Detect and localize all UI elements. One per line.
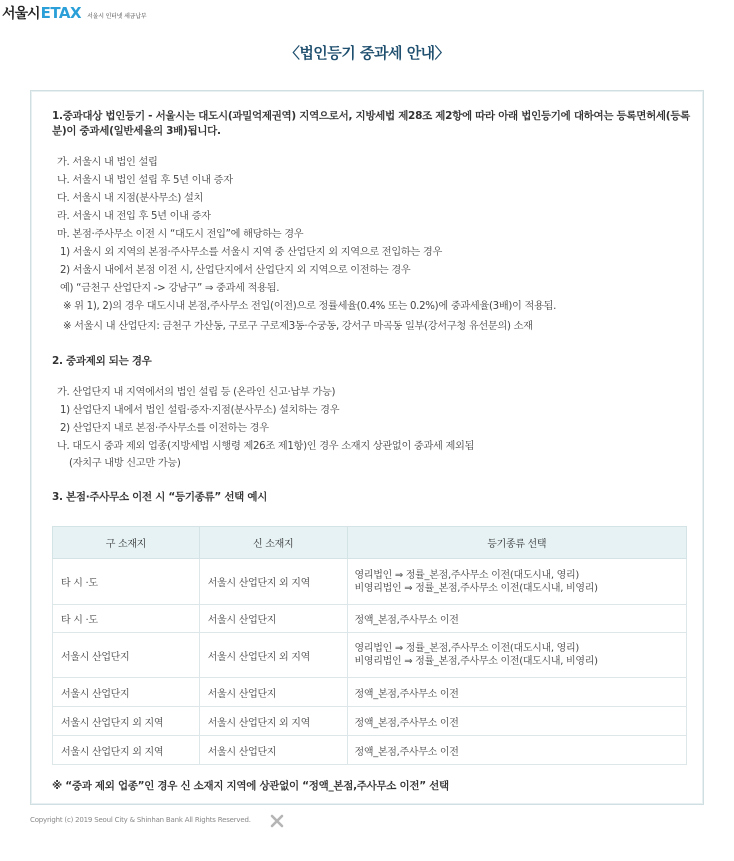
new-location-cell: 서울시 산업단지 외 지역	[199, 707, 347, 736]
list-item: ※ 서울시 내 산업단지: 금천구 가산동, 구로구 구로제3동·수궁동, 강서구 마곡동 일부(강서구청 유선문의) 소재	[63, 321, 533, 332]
section3-title: 3. 본점·주사무소 이전 시 “등기종류” 선택 예시	[52, 491, 268, 503]
registration-type-nonprofit: 비영리법인 ⇒ 정률_본점,주사무소 이전(대도시내, 비영리)	[354, 656, 598, 667]
new-location-cell: 서울시 산업단지 외 지역	[199, 559, 347, 605]
old-location-cell: 서울시 산업단지 외 지역	[53, 736, 200, 765]
logo-etax-text: ETAX	[40, 4, 82, 22]
logo-seoul-text: 서울시	[2, 6, 40, 22]
registration-type-cell	[347, 633, 686, 678]
table-row	[53, 605, 687, 633]
old-location-cell: 서울시 산업단지	[53, 633, 200, 678]
copyright-text: Copyright (c) 2019 Seoul City & Shinhan Bank All Rights Reserved.	[30, 816, 251, 824]
registration-type-cell	[347, 559, 686, 605]
list-item: (자치구 내방 신고만 가능)	[69, 458, 181, 469]
list-item: ※ 위 1), 2)의 경우 대도시내 본점,주사무소 전입(이전)으로 정률세율(0.4% 또는 0.2%)에 중과세율(3배)이 적용됨.	[63, 301, 557, 312]
list-item: 나. 서울시 내 법인 설립 후 5년 이내 증자	[57, 175, 233, 186]
column-header-new-location: 신 소재지	[199, 527, 347, 559]
registration-type-cell: 정액_본점,주사무소 이전	[347, 678, 686, 707]
list-item: 다. 서울시 내 지점(분사무소) 설치	[57, 193, 204, 204]
list-item: 가. 산업단지 내 지역에서의 법인 설립 등 (온라인 신고·납부 가능)	[57, 387, 336, 398]
new-location-cell: 서울시 산업단지	[199, 736, 347, 765]
registration-type-cell: 정액_본점,주사무소 이전	[347, 605, 686, 633]
list-item: 예) “금천구 산업단지 -> 강남구” ⇒ 중과세 적용됨.	[60, 283, 280, 294]
registration-type-nonprofit: 비영리법인 ⇒ 정률_본점,주사무소 이전(대도시내, 비영리)	[354, 582, 598, 594]
table-header-row	[53, 527, 687, 559]
new-location-cell: 서울시 산업단지 외 지역	[199, 633, 347, 678]
registration-type-profit: 영리법인 ⇒ 정률_본점,주사무소 이전(대도시내, 영리)	[354, 643, 579, 654]
old-location-cell: 서울시 산업단지	[53, 678, 200, 707]
close-icon[interactable]	[269, 813, 285, 829]
old-location-cell: 타 시 ·도	[53, 605, 200, 633]
exception-note: ※ “중과 제외 업종”인 경우 신 소재지 지역에 상관없이 “정액_본점,주사무소 이전” 선택	[52, 780, 449, 792]
page-title: 〈법인등기 중과세 안내〉	[284, 44, 450, 62]
registration-type-cell: 정액_본점,주사무소 이전	[347, 707, 686, 736]
registration-type-profit: 영리법인 ⇒ 정률_본점,주사무소 이전(대도시내, 영리)	[354, 569, 579, 581]
list-item: 가. 서울시 내 법인 설립	[57, 157, 158, 168]
content-box	[30, 90, 704, 805]
etax-logo[interactable]	[2, 3, 146, 23]
list-item: 1) 산업단지 내에서 법인 설립·증자·지점(분사무소) 설치하는 경우	[60, 405, 340, 416]
list-item: 2) 서울시 내에서 본점 이전 시, 산업단지에서 산업단지 외 지역으로 이전하는 경우	[60, 265, 411, 276]
new-location-cell: 서울시 산업단지	[199, 605, 347, 633]
table-row	[53, 707, 687, 736]
section2-title: 2. 중과제외 되는 경우	[52, 355, 152, 367]
table-row	[53, 678, 687, 707]
column-header-old-location: 구 소재지	[53, 527, 200, 559]
list-item: 나. 대도시 중과 제외 업종(지방세법 시행령 제26조 제1항)인 경우 소재지 상관없이 중과세 제외됨	[57, 441, 475, 452]
old-location-cell: 타 시 ·도	[53, 559, 200, 605]
table-row	[53, 736, 687, 765]
table-row	[53, 633, 687, 678]
registration-type-cell: 정액_본점,주사무소 이전	[347, 736, 686, 765]
list-item: 2) 산업단지 내로 본점·주사무소를 이전하는 경우	[60, 423, 269, 434]
new-location-cell: 서울시 산업단지	[199, 678, 347, 707]
list-item: 1) 서울시 외 지역의 본점·주사무소를 서울시 지역 중 산업단지 외 지역으로 전입하는 경우	[60, 247, 442, 258]
logo-subtitle: 서울시 인터넷 세금납부	[87, 13, 147, 20]
column-header-registration-type: 등기종류 선택	[347, 527, 686, 559]
old-location-cell: 서울시 산업단지 외 지역	[53, 707, 200, 736]
list-item: 라. 서울시 내 전입 후 5년 이내 증자	[57, 211, 211, 222]
registration-type-table	[52, 526, 687, 765]
list-item: 마. 본점·주사무소 이전 시 “대도시 전입”에 해당하는 경우	[57, 229, 304, 240]
intro-paragraph: 1.중과대상 법인등기 - 서울시는 대도시(과밀억제권역) 지역으로서, 지방세법 제28조 제2항에 따라 아래 법인등기에 대하여는 등록면허세(등록분)이 중과세(일반세율의 3배)됩니다.	[52, 110, 690, 137]
table-row	[53, 559, 687, 605]
